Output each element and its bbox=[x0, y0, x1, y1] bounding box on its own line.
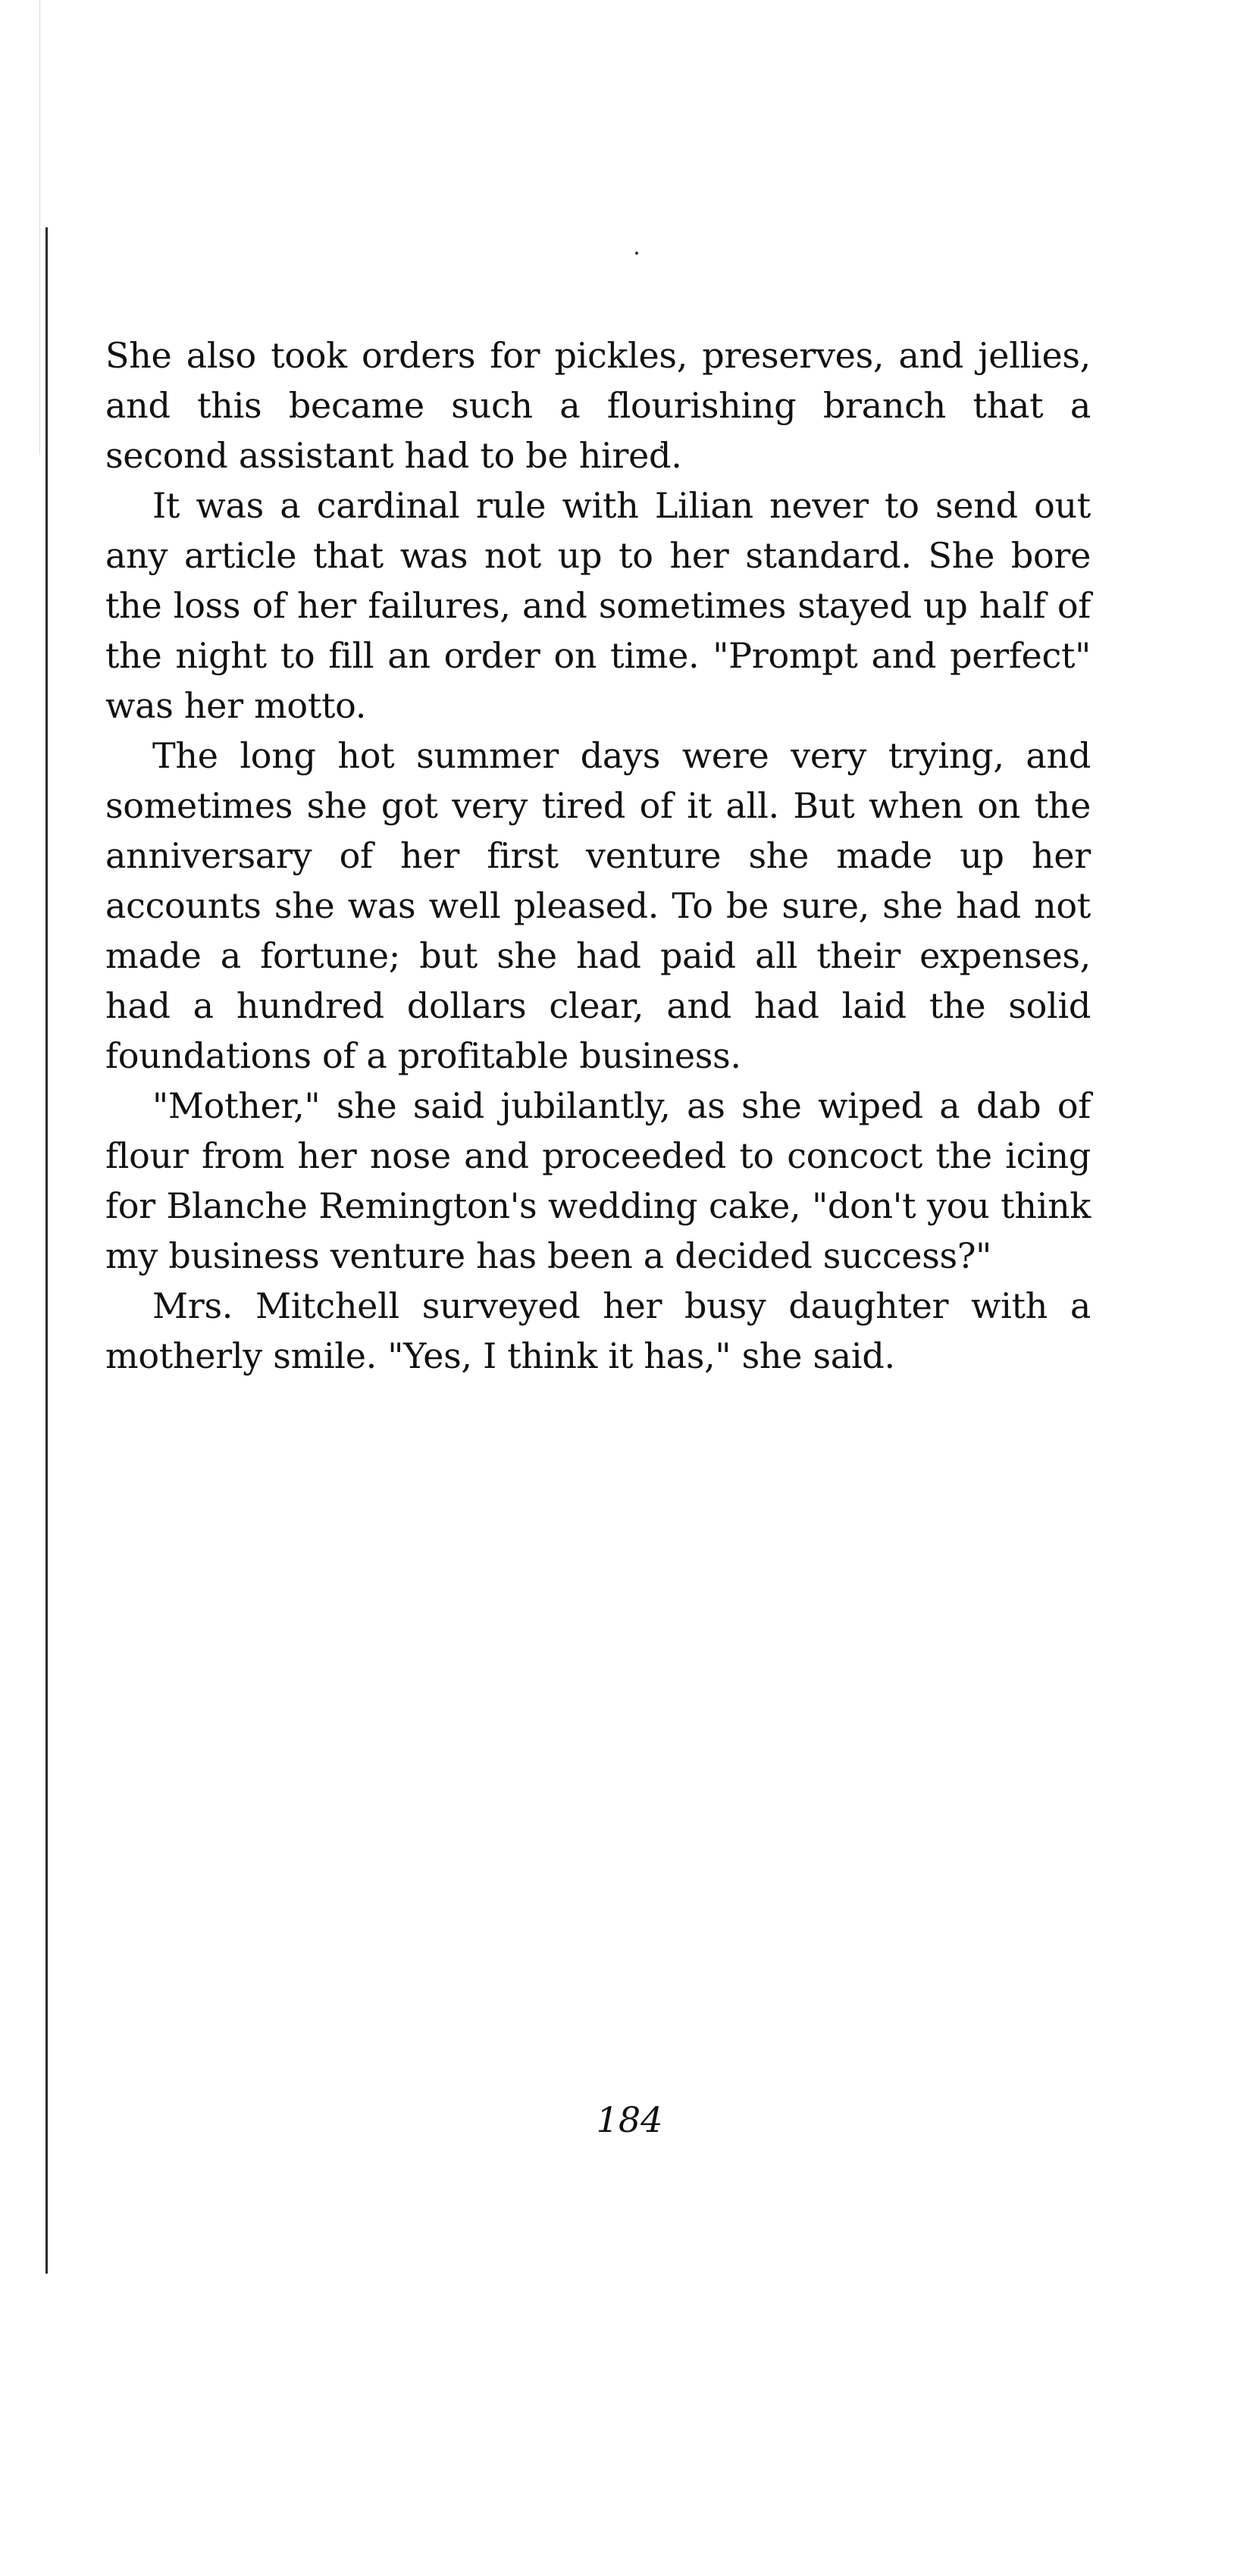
scan-gutter-shadow bbox=[39, 0, 40, 455]
paragraph-2: It was a cardinal rule with Lilian never to send out any article that was not up to her standard. She bore the loss of her failures, and sometimes stayed up half of the night to fill an order on time. "Prompt and perfect" was her motto. bbox=[105, 485, 1091, 726]
scan-speck bbox=[635, 252, 638, 255]
page-number: 184 bbox=[596, 2099, 663, 2140]
binding-edge-line bbox=[45, 227, 48, 2274]
paragraph-1: She also took orders for pickles, preserves, and jellies, and this became such a flourishing branch that a second assistant had to be hired. bbox=[105, 335, 1091, 476]
paragraph-5: Mrs. Mitchell surveyed her busy daughter with a motherly smile. "Yes, I think it has," she said. bbox=[105, 1285, 1091, 1376]
paragraph-3: The long hot summer days were very trying, and sometimes she got very tired of it all. But when on the anniversary of her first venture she made up her accounts she was well pleased. To be sure, she had not made a fortune; but she had paid all their expenses, had a hundred dollars clear, and had laid the solid foundations of a profitable business. bbox=[105, 735, 1091, 1076]
paragraph-4: "Mother," she said jubilantly, as she wiped a dab of flour from her nose and proceeded to concoct the icing for Blanche Remington's wedding cake, "don't you think my business venture has been a decided success?" bbox=[105, 1085, 1091, 1276]
page-body-text bbox=[105, 330, 1091, 1381]
